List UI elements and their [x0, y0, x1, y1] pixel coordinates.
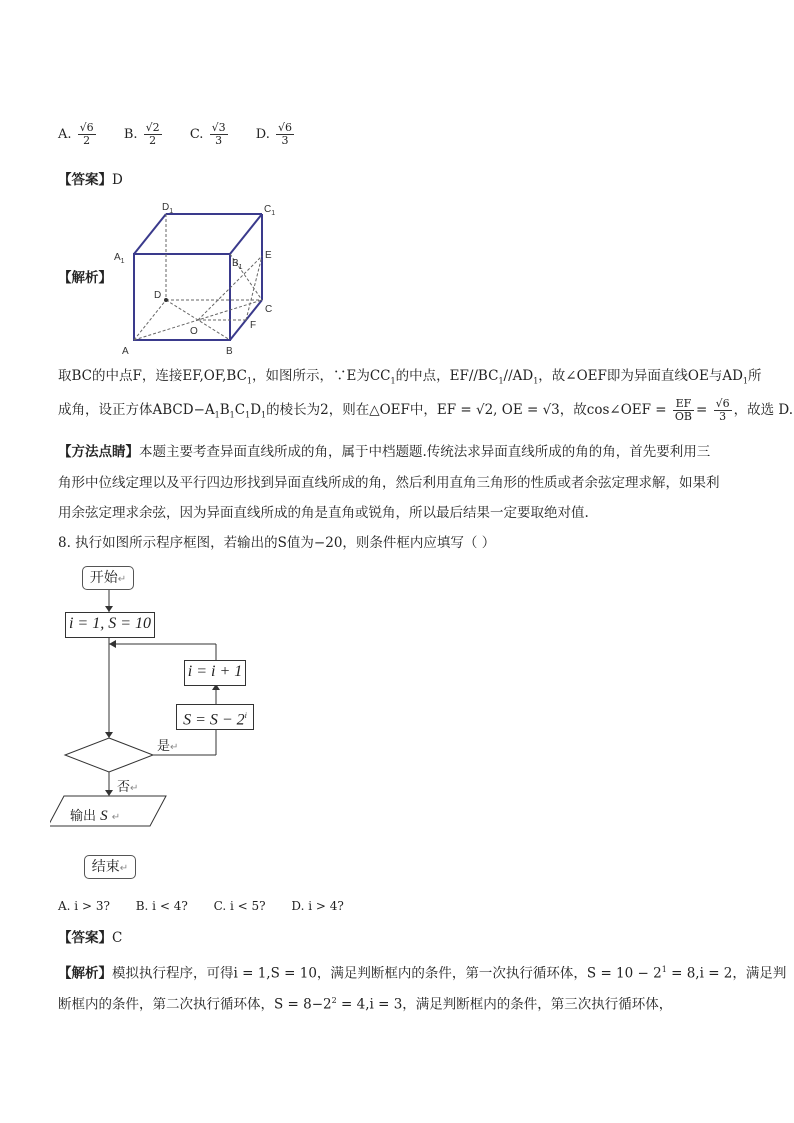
- flow-no-label: 否↵: [117, 780, 139, 795]
- label-c: C: [265, 304, 273, 315]
- method-line3: 用余弦定理求余弦，因为异面直线所成的角是直角或锐角，所以最后结果一定要取绝对值.: [58, 505, 589, 521]
- q7-analysis-line2: 成角，设正方体$ABCD-A_1B_1C_1D_1$的棱长为2，则在△OEF中，EF = √2, OE = √3，故cos∠OEF = $\frac{EF}{OB}$ = $\frac{√6}{3}$ ，故选 D.: [58, 397, 794, 423]
- q8-option-d: D. i > 4?: [291, 899, 344, 913]
- cube-figure: [110, 196, 290, 361]
- q8-analysis-line1: 【解析】模拟执行程序，可得i = 1,S = 10，满足判断框内的条件，第一次执行循环体，$S = 10 - 2^1 = 8,i = 2$，满足判: [58, 965, 787, 982]
- label-o: O: [190, 326, 198, 337]
- label-b: B: [226, 346, 233, 357]
- label-d: D: [154, 290, 162, 301]
- option-c: C. $\frac{√3}{3}$: [189, 121, 226, 147]
- q7-options: [58, 122, 318, 147]
- q8-answer: 【答案】C: [58, 930, 123, 946]
- flow-output: 输出 S ↵: [70, 808, 121, 824]
- label-d1: $D_1$: [162, 202, 174, 215]
- flowchart-lines: [50, 560, 290, 890]
- method-line2: 角形中位线定理以及平行四边形找到异面直线所成的角，然后利用直角三角形的性质或者余弦定理求解，如果利: [58, 475, 720, 491]
- option-b: B. $\frac{√2}{2}$: [123, 121, 160, 147]
- flow-init: i = 1, S = 10: [65, 612, 155, 638]
- option-d: D. $\frac{√6}{3}$: [255, 121, 292, 147]
- q8-option-b: B. i < 4?: [135, 899, 188, 913]
- flow-increment: i = i + 1: [184, 660, 246, 686]
- q8-option-a: A. i > 3?: [58, 899, 110, 913]
- method-line1: 【方法点睛】本题主要考查异面直线所成的角，属于中档题题.传统法求异面直线所成的角的角，首先要利用三: [58, 444, 711, 460]
- label-f: F: [250, 320, 257, 331]
- flow-end: 结束↵: [84, 855, 136, 879]
- q7-analysis-tag: 【解析】: [58, 270, 112, 286]
- q8-option-c: C. i < 5?: [213, 899, 266, 913]
- cube-front-face: [134, 254, 230, 340]
- flow-update: $S = S - 2^i$: [176, 704, 254, 730]
- decision-diamond: [65, 738, 153, 772]
- label-a: A: [122, 346, 129, 357]
- flow-yes-label: 是↵: [157, 739, 179, 754]
- label-e: E: [265, 250, 272, 261]
- q7-analysis-line1: 取BC的中点F，连接$EF,OF,BC_1$，如图所示，∵E为$CC_1$的中点，$EF//BC_1//AD_1$，故∠OEF即为异面直线OE与$AD_1$所: [58, 368, 762, 386]
- label-b1: $B_1$: [232, 258, 243, 271]
- label-c1: $C_1$: [264, 204, 276, 217]
- option-a: A. $\frac{√6}{2}$: [58, 121, 94, 147]
- label-a1: $A_1$: [114, 252, 125, 265]
- q8-stem: 8. 执行如图所示程序框图，若输出的S值为−20，则条件框内应填写（ ）: [58, 535, 496, 551]
- q8-options: [58, 899, 366, 913]
- flow-start: 开始↵: [82, 566, 134, 590]
- q8-analysis-line2: 断框内的条件，第二次执行循环体，$S = 8-2^2 = 4,i = 3$，满足判断框内的条件，第三次执行循环体，: [58, 996, 673, 1013]
- q7-answer: 【答案】D: [58, 172, 123, 188]
